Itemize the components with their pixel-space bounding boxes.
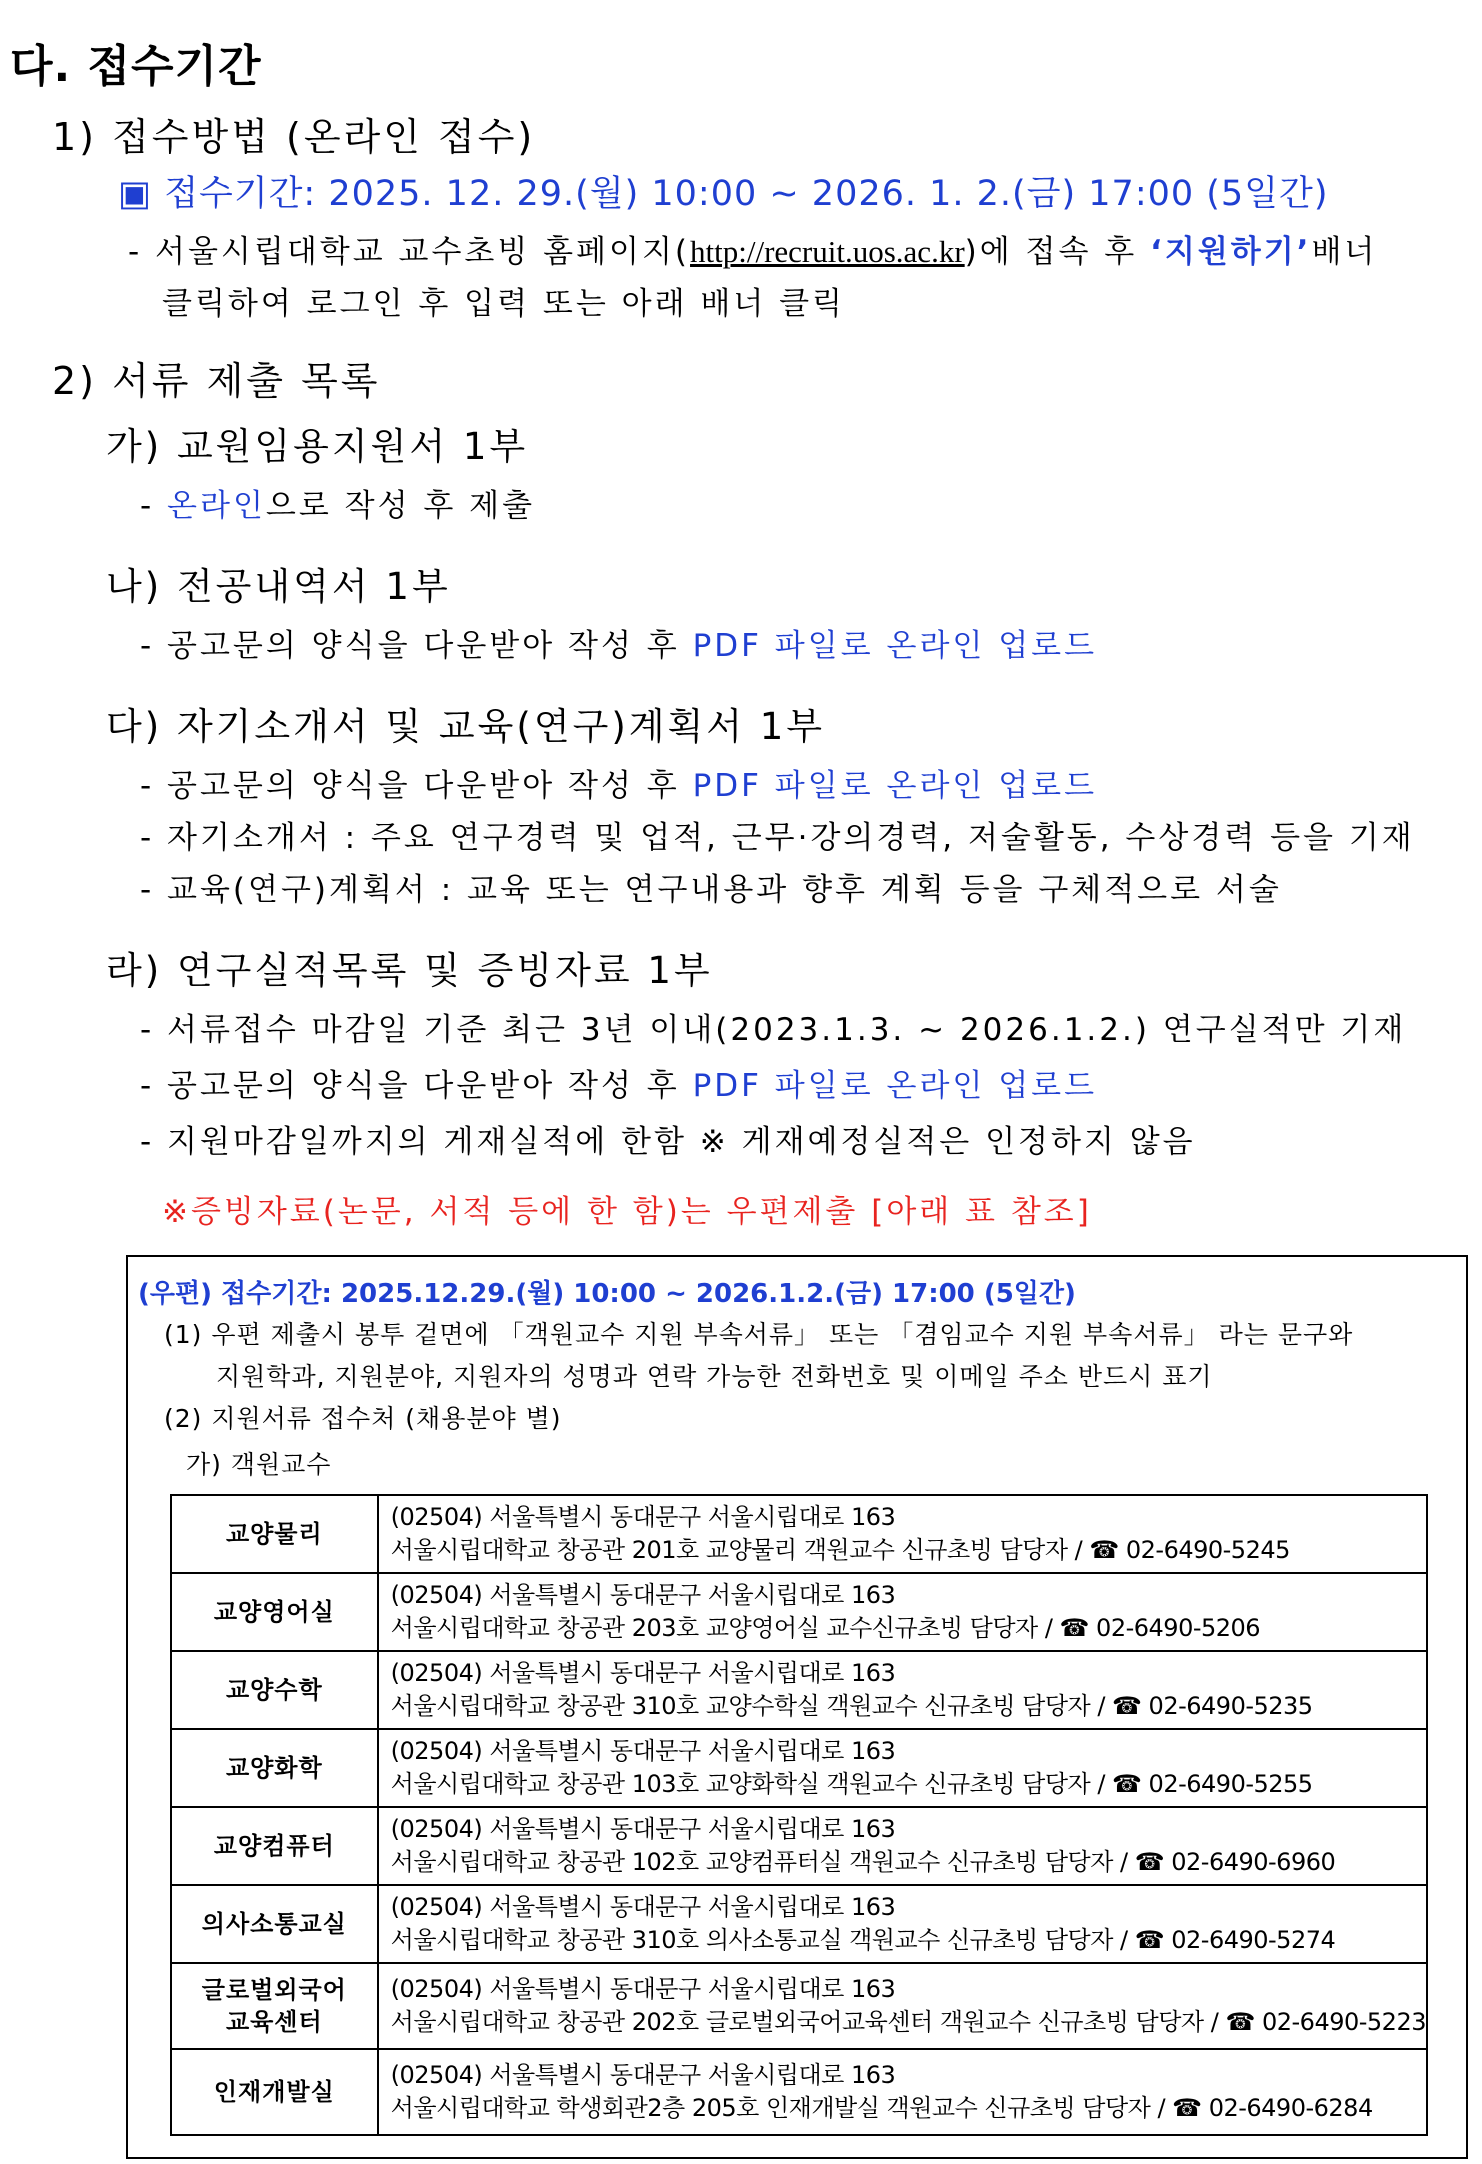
table-row bbox=[171, 1885, 1427, 1963]
docs-c-line-3: - 교육(연구)계획서 : 교육 또는 연구내용과 향후 계획 등을 구체적으로 서술 bbox=[140, 872, 1282, 908]
dept-name bbox=[171, 1963, 378, 2049]
address-line-1: (02504) 서울특별시 동대문구 서울시립대로 163 bbox=[390, 1581, 896, 1609]
dept-address bbox=[378, 1885, 1427, 1963]
recruit-site-link[interactable]: http://recruit.uos.ac.kr bbox=[690, 234, 965, 269]
dept-name: 인재개발실 bbox=[171, 2049, 378, 2135]
address-line-2: 서울시립대학교 창공관 202호 글로벌외국어교육센터 객원교수 신규초빙 담당자 / ☎ 02-6490-5223 bbox=[390, 2008, 1426, 2036]
address-line-1: (02504) 서울특별시 동대문구 서울시립대로 163 bbox=[390, 1815, 896, 1843]
method-desc-text-3: 배너 bbox=[1311, 234, 1378, 270]
docs-d-text: - 공고문의 양식을 다운받아 작성 후 bbox=[140, 1068, 693, 1104]
method-desc-text-2: )에 접속 후 bbox=[964, 234, 1151, 270]
mail-line-3: (2) 지원서류 접수처 (채용분야 별) bbox=[164, 1404, 562, 1433]
address-line-2: 서울시립대학교 창공관 103호 교양화학실 객원교수 신규초빙 담당자 / ☎ 02-6490-5255 bbox=[390, 1770, 1313, 1798]
table-row bbox=[171, 1807, 1427, 1885]
pdf-upload-label: PDF 파일로 온라인 업로드 bbox=[692, 1068, 1098, 1104]
address-line-2: 서울시립대학교 창공관 201호 교양물리 객원교수 신규초빙 담당자 / ☎ 02-6490-5245 bbox=[390, 1536, 1290, 1564]
application-period: ▣ 접수기간: 2025. 12. 29.(월) 10:00 ~ 2026. 1. 2.(금) 17:00 (5일간) bbox=[118, 174, 1329, 214]
docs-heading: 2) 서류 제출 목록 bbox=[52, 359, 381, 403]
dash: - bbox=[140, 488, 168, 524]
evidence-mail-note: ※증빙자료(논문, 서적 등에 한 함)는 우편제출 [아래 표 참조] bbox=[162, 1194, 1092, 1230]
docs-c-text: - 공고문의 양식을 다운받아 작성 후 bbox=[140, 768, 693, 804]
address-line-2: 서울시립대학교 학생회관2층 205호 인재개발실 객원교수 신규초빙 담당자 / ☎ 02-6490-6284 bbox=[390, 2094, 1373, 2122]
address-line-2: 서울시립대학교 창공관 102호 교양컴퓨터실 객원교수 신규초빙 담당자 / ☎ 02-6490-6960 bbox=[390, 1848, 1336, 1876]
docs-d-line-1: - 서류접수 마감일 기준 최근 3년 이내(2023.1.3. ~ 2026.1.2.) 연구실적만 기재 bbox=[140, 1012, 1407, 1048]
method-desc-line-2: 클릭하여 로그인 후 입력 또는 아래 배너 클릭 bbox=[162, 286, 846, 322]
dept-name: 교양물리 bbox=[171, 1495, 378, 1573]
mail-line-1: (1) 우편 제출시 봉투 겉면에 「객원교수 지원 부속서류」 또는 「겸임교수 지원 부속서류」 라는 문구와 bbox=[164, 1320, 1354, 1349]
docs-b-title: 나) 전공내역서 1부 bbox=[106, 565, 451, 608]
dept-name-line-1: 글로벌외국어 bbox=[201, 1976, 347, 2004]
apply-banner-label: ‘지원하기’ bbox=[1150, 234, 1312, 270]
address-line-1: (02504) 서울특별시 동대문구 서울시립대로 163 bbox=[390, 1893, 896, 1921]
dept-address bbox=[378, 1495, 1427, 1573]
docs-c-line-1 bbox=[140, 760, 1097, 805]
method-desc-text: - 서울시립대학교 교수초빙 홈페이지( bbox=[128, 234, 691, 270]
mail-period-title: (우편) 접수기간: 2025.12.29.(월) 10:00 ~ 2026.1.2.(금) 17:00 (5일간) bbox=[138, 1279, 1076, 1309]
dept-address bbox=[378, 1729, 1427, 1807]
docs-d-title: 라) 연구실적목록 및 증빙자료 1부 bbox=[106, 949, 713, 992]
dept-name-line-2: 교육센터 bbox=[225, 2008, 323, 2036]
dept-address bbox=[378, 1807, 1427, 1885]
address-line-1: (02504) 서울특별시 동대문구 서울시립대로 163 bbox=[390, 1975, 896, 2003]
pdf-upload-label: PDF 파일로 온라인 업로드 bbox=[692, 768, 1098, 804]
docs-c-line-2: - 자기소개서 : 주요 연구경력 및 업적, 근무·강의경력, 저술활동, 수상경력 등을 기재 bbox=[140, 820, 1415, 856]
dept-address bbox=[378, 1963, 1427, 2049]
dept-address bbox=[378, 1573, 1427, 1651]
table-row bbox=[171, 2049, 1427, 2135]
docs-a-title: 가) 교원임용지원서 1부 bbox=[106, 425, 529, 468]
table-row bbox=[171, 1651, 1427, 1729]
table-row bbox=[171, 1495, 1427, 1573]
address-line-2: 서울시립대학교 창공관 310호 교양수학실 객원교수 신규초빙 담당자 / ☎ 02-6490-5235 bbox=[390, 1692, 1313, 1720]
address-line-1: (02504) 서울특별시 동대문구 서울시립대로 163 bbox=[390, 1503, 896, 1531]
address-line-1: (02504) 서울특별시 동대문구 서울시립대로 163 bbox=[390, 2061, 896, 2089]
dept-name: 교양수학 bbox=[171, 1651, 378, 1729]
pdf-upload-label: PDF 파일로 온라인 업로드 bbox=[692, 628, 1098, 664]
docs-a-text: 으로 작성 후 제출 bbox=[265, 488, 536, 524]
dept-address bbox=[378, 2049, 1427, 2135]
docs-a-line bbox=[140, 480, 535, 525]
method-desc-line-1 bbox=[128, 226, 1377, 271]
docs-b-text: - 공고문의 양식을 다운받아 작성 후 bbox=[140, 628, 693, 664]
address-table bbox=[170, 1494, 1428, 2136]
dept-name: 교양영어실 bbox=[171, 1573, 378, 1651]
docs-d-line-2 bbox=[140, 1060, 1097, 1105]
docs-b-line bbox=[140, 620, 1097, 665]
address-line-1: (02504) 서울특별시 동대문구 서울시립대로 163 bbox=[390, 1737, 896, 1765]
dept-address bbox=[378, 1651, 1427, 1729]
dept-name: 교양화학 bbox=[171, 1729, 378, 1807]
address-line-1: (02504) 서울특별시 동대문구 서울시립대로 163 bbox=[390, 1659, 896, 1687]
mail-line-2: 지원학과, 지원분야, 지원자의 성명과 연락 가능한 전화번호 및 이메일 주소 반드시 표기 bbox=[216, 1362, 1213, 1391]
mail-line-4: 가) 객원교수 bbox=[186, 1450, 332, 1479]
table-row bbox=[171, 1729, 1427, 1807]
section-title: 다. 접수기간 bbox=[10, 41, 262, 92]
table-row bbox=[171, 1963, 1427, 2049]
dept-name: 의사소통교실 bbox=[171, 1885, 378, 1963]
online-label: 온라인 bbox=[167, 488, 266, 524]
address-line-2: 서울시립대학교 창공관 203호 교양영어실 교수신규초빙 담당자 / ☎ 02-6490-5206 bbox=[390, 1614, 1261, 1642]
method-heading: 1) 접수방법 (온라인 접수) bbox=[52, 115, 536, 159]
mail-submission-box bbox=[126, 1255, 1468, 2159]
docs-d-line-3: - 지원마감일까지의 게재실적에 한함 ※ 게재예정실적은 인정하지 않음 bbox=[140, 1124, 1196, 1160]
docs-c-title: 다) 자기소개서 및 교육(연구)계획서 1부 bbox=[106, 705, 826, 748]
address-line-2: 서울시립대학교 창공관 310호 의사소통교실 객원교수 신규초빙 담당자 / ☎ 02-6490-5274 bbox=[390, 1926, 1336, 1954]
dept-name: 교양컴퓨터 bbox=[171, 1807, 378, 1885]
table-row bbox=[171, 1573, 1427, 1651]
